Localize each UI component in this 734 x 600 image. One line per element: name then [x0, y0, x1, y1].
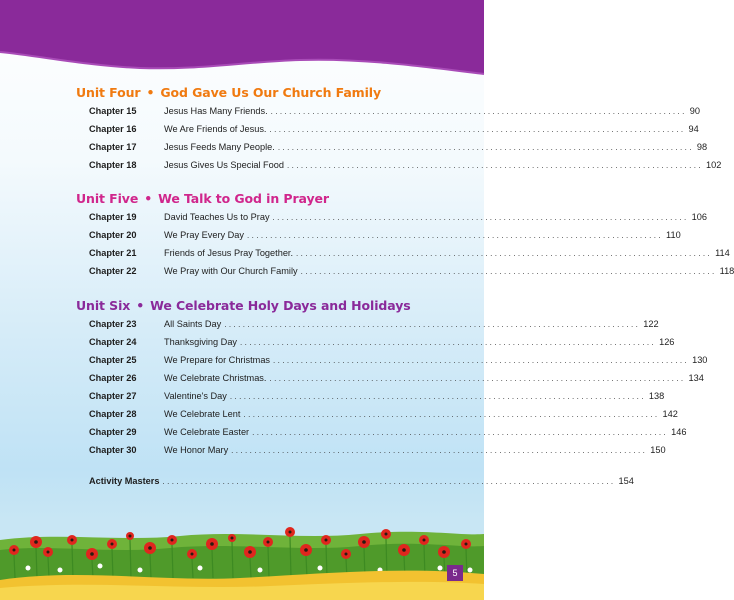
poppy-center [304, 548, 308, 552]
chapter-number: Chapter 17 [89, 142, 137, 152]
dot-leader: .......................................................................................... [273, 356, 690, 365]
chapter-entry [164, 230, 681, 240]
header-wave-band [0, 0, 484, 80]
chapter-number: Chapter 25 [89, 355, 137, 365]
dot-leader: .......................................................................................... [224, 320, 641, 329]
chapter-number: Chapter 16 [89, 124, 137, 134]
chapter-title: We Prepare for Christmas [164, 355, 271, 365]
chapter-entry [164, 160, 722, 170]
poppy-center [191, 553, 194, 556]
unit-title: God Gave Us Our Church Family [160, 85, 382, 100]
activity-masters-page: 154 [618, 476, 634, 486]
dot-leader: .......................................................................................... [272, 213, 689, 222]
toc-row [89, 337, 675, 355]
toc-row [89, 427, 687, 445]
page-number: 90 [689, 106, 700, 116]
chapter-entry [164, 355, 708, 365]
dot-leader: .......................................................................................... [231, 446, 648, 455]
unit-six-heading [76, 298, 411, 313]
heading-bullet: • [146, 85, 155, 100]
dot-leader: .................................................................................................. [162, 477, 616, 486]
chapter-number: Chapter 23 [89, 319, 137, 329]
chapter-number: Chapter 26 [89, 373, 137, 383]
page-number: 118 [719, 266, 734, 276]
toc-row [89, 160, 722, 178]
dot-leader: .......................................................................................... [269, 374, 686, 383]
chapter-entry [164, 427, 687, 437]
poppy-center [423, 539, 426, 542]
poppy-center [13, 549, 16, 552]
chapter-number: Chapter 19 [89, 212, 137, 222]
heading-bullet: • [136, 298, 145, 313]
page-number: 146 [671, 427, 687, 437]
toc-row [89, 106, 700, 124]
unit-title: We Talk to God in Prayer [158, 191, 329, 206]
chapter-title: Valentine's Day [164, 391, 227, 401]
toc-row [89, 230, 681, 248]
daisy-bloom [318, 566, 323, 571]
chapter-entry [164, 391, 665, 401]
toc-row [89, 248, 730, 266]
chapter-entry [164, 319, 659, 329]
poppy-center [111, 543, 114, 546]
daisy-bloom [98, 564, 103, 569]
toc-row [89, 266, 734, 284]
chapter-title: We Celebrate Easter [164, 427, 250, 437]
toc-row [89, 355, 708, 373]
activity-masters-row [89, 476, 634, 486]
toc-row [89, 445, 666, 463]
chapter-number: Chapter 22 [89, 266, 137, 276]
poppy-center [34, 540, 38, 544]
flower-meadow-illustration [0, 510, 484, 600]
chapter-number: Chapter 21 [89, 248, 137, 258]
poppy-center [248, 550, 252, 554]
toc-row [89, 319, 659, 337]
chapter-entry [164, 142, 708, 152]
poppy-center [210, 542, 214, 546]
poppy-center [402, 548, 406, 552]
chapter-entry [164, 337, 675, 347]
chapter-entry [164, 106, 700, 116]
page-number: 98 [696, 142, 708, 152]
chapter-title: Friends of Jesus Pray Together. [164, 248, 294, 258]
page-number: 138 [648, 391, 665, 401]
daisy-bloom [468, 568, 473, 573]
toc-row [89, 373, 704, 391]
chapter-title: We Honor Mary [164, 445, 229, 455]
page-number: 142 [662, 409, 678, 419]
chapter-title: We Pray Every Day [164, 230, 244, 240]
chapter-title: We Are Friends of Jesus. [164, 124, 267, 134]
chapter-number: Chapter 24 [89, 337, 137, 347]
chapter-entry [164, 445, 666, 455]
page-number: 114 [715, 248, 730, 258]
dot-leader: .......................................................................................... [277, 143, 694, 152]
dot-leader: .......................................................................................... [269, 125, 686, 134]
page-number: 102 [706, 160, 722, 170]
dot-leader: .......................................................................................... [300, 267, 717, 276]
dot-leader: .......................................................................................... [240, 338, 657, 347]
chapter-entry [164, 409, 678, 419]
toc-row [89, 212, 707, 230]
chapter-title: All Saints Day [164, 319, 222, 329]
poppy-center [90, 552, 94, 556]
chapter-entry [164, 212, 707, 222]
poppy-center [362, 540, 366, 544]
chapter-number: Chapter 29 [89, 427, 137, 437]
poppy-center [465, 543, 468, 546]
chapter-entry [164, 124, 699, 134]
page-number: 126 [659, 337, 675, 347]
chapter-title: We Celebrate Lent [164, 409, 241, 419]
unit-label: Unit Four [76, 85, 141, 100]
poppy-center [47, 551, 50, 554]
toc-row [89, 124, 699, 142]
dot-leader: .......................................................................................... [247, 231, 664, 240]
poppy-center [325, 539, 328, 542]
page-number: 94 [688, 124, 699, 134]
poppy-center [171, 539, 174, 542]
page-number: 150 [650, 445, 666, 455]
chapter-title: David Teaches Us to Pray [164, 212, 270, 222]
poppy-center [442, 550, 446, 554]
unit-title: We Celebrate Holy Days and Holidays [150, 298, 411, 313]
daisy-bloom [198, 566, 203, 571]
chapter-entry [164, 248, 730, 258]
dot-leader: .......................................................................................... [270, 107, 687, 116]
chapter-entry [164, 373, 704, 383]
chapter-title: Jesus Has Many Friends. [164, 106, 268, 116]
chapter-number: Chapter 15 [89, 106, 137, 116]
dot-leader: .......................................................................................... [252, 428, 669, 437]
toc-row [89, 391, 665, 409]
chapter-number: Chapter 27 [89, 391, 137, 401]
poppy-center [345, 553, 348, 556]
poppy-center [231, 537, 234, 540]
page-number: 134 [688, 373, 704, 383]
unit-five-heading [76, 191, 329, 206]
page-number-box: 5 [447, 565, 463, 581]
activity-masters-label: Activity Masters [89, 476, 160, 486]
poppy-center [385, 533, 388, 536]
page-number: 110 [666, 230, 681, 240]
page-number: 130 [692, 355, 708, 365]
dot-leader: .......................................................................................... [296, 249, 713, 258]
chapter-number: Chapter 20 [89, 230, 137, 240]
unit-four-heading [76, 85, 381, 100]
poppy-center [71, 539, 74, 542]
heading-bullet: • [144, 191, 153, 206]
chapter-number: Chapter 28 [89, 409, 137, 419]
chapter-title: Jesus Gives Us Special Food [164, 160, 284, 170]
daisy-bloom [58, 568, 63, 573]
toc-row [89, 142, 708, 160]
toc-row [89, 409, 678, 427]
page-number: 106 [691, 212, 707, 222]
dot-leader: .......................................................................................... [243, 410, 660, 419]
chapter-title: We Celebrate Christmas. [164, 373, 267, 383]
daisy-bloom [138, 568, 143, 573]
daisy-bloom [438, 566, 443, 571]
dot-leader: .......................................................................................... [229, 392, 646, 401]
unit-label: Unit Six [76, 298, 131, 313]
poppy-center [267, 541, 270, 544]
poppy-center [289, 531, 292, 534]
dot-leader: .......................................................................................... [287, 161, 704, 170]
poppy-center [129, 535, 132, 538]
daisy-bloom [26, 566, 31, 571]
daisy-bloom [258, 568, 263, 573]
chapter-title: We Pray with Our Church Family [164, 266, 298, 276]
unit-label: Unit Five [76, 191, 139, 206]
page-number: 122 [643, 319, 659, 329]
chapter-number: Chapter 18 [89, 160, 137, 170]
chapter-title: Thanksgiving Day [164, 337, 238, 347]
chapter-number: Chapter 30 [89, 445, 137, 455]
chapter-title: Jesus Feeds Many People. [164, 142, 275, 152]
chapter-entry [164, 266, 734, 276]
poppy-center [148, 546, 152, 550]
